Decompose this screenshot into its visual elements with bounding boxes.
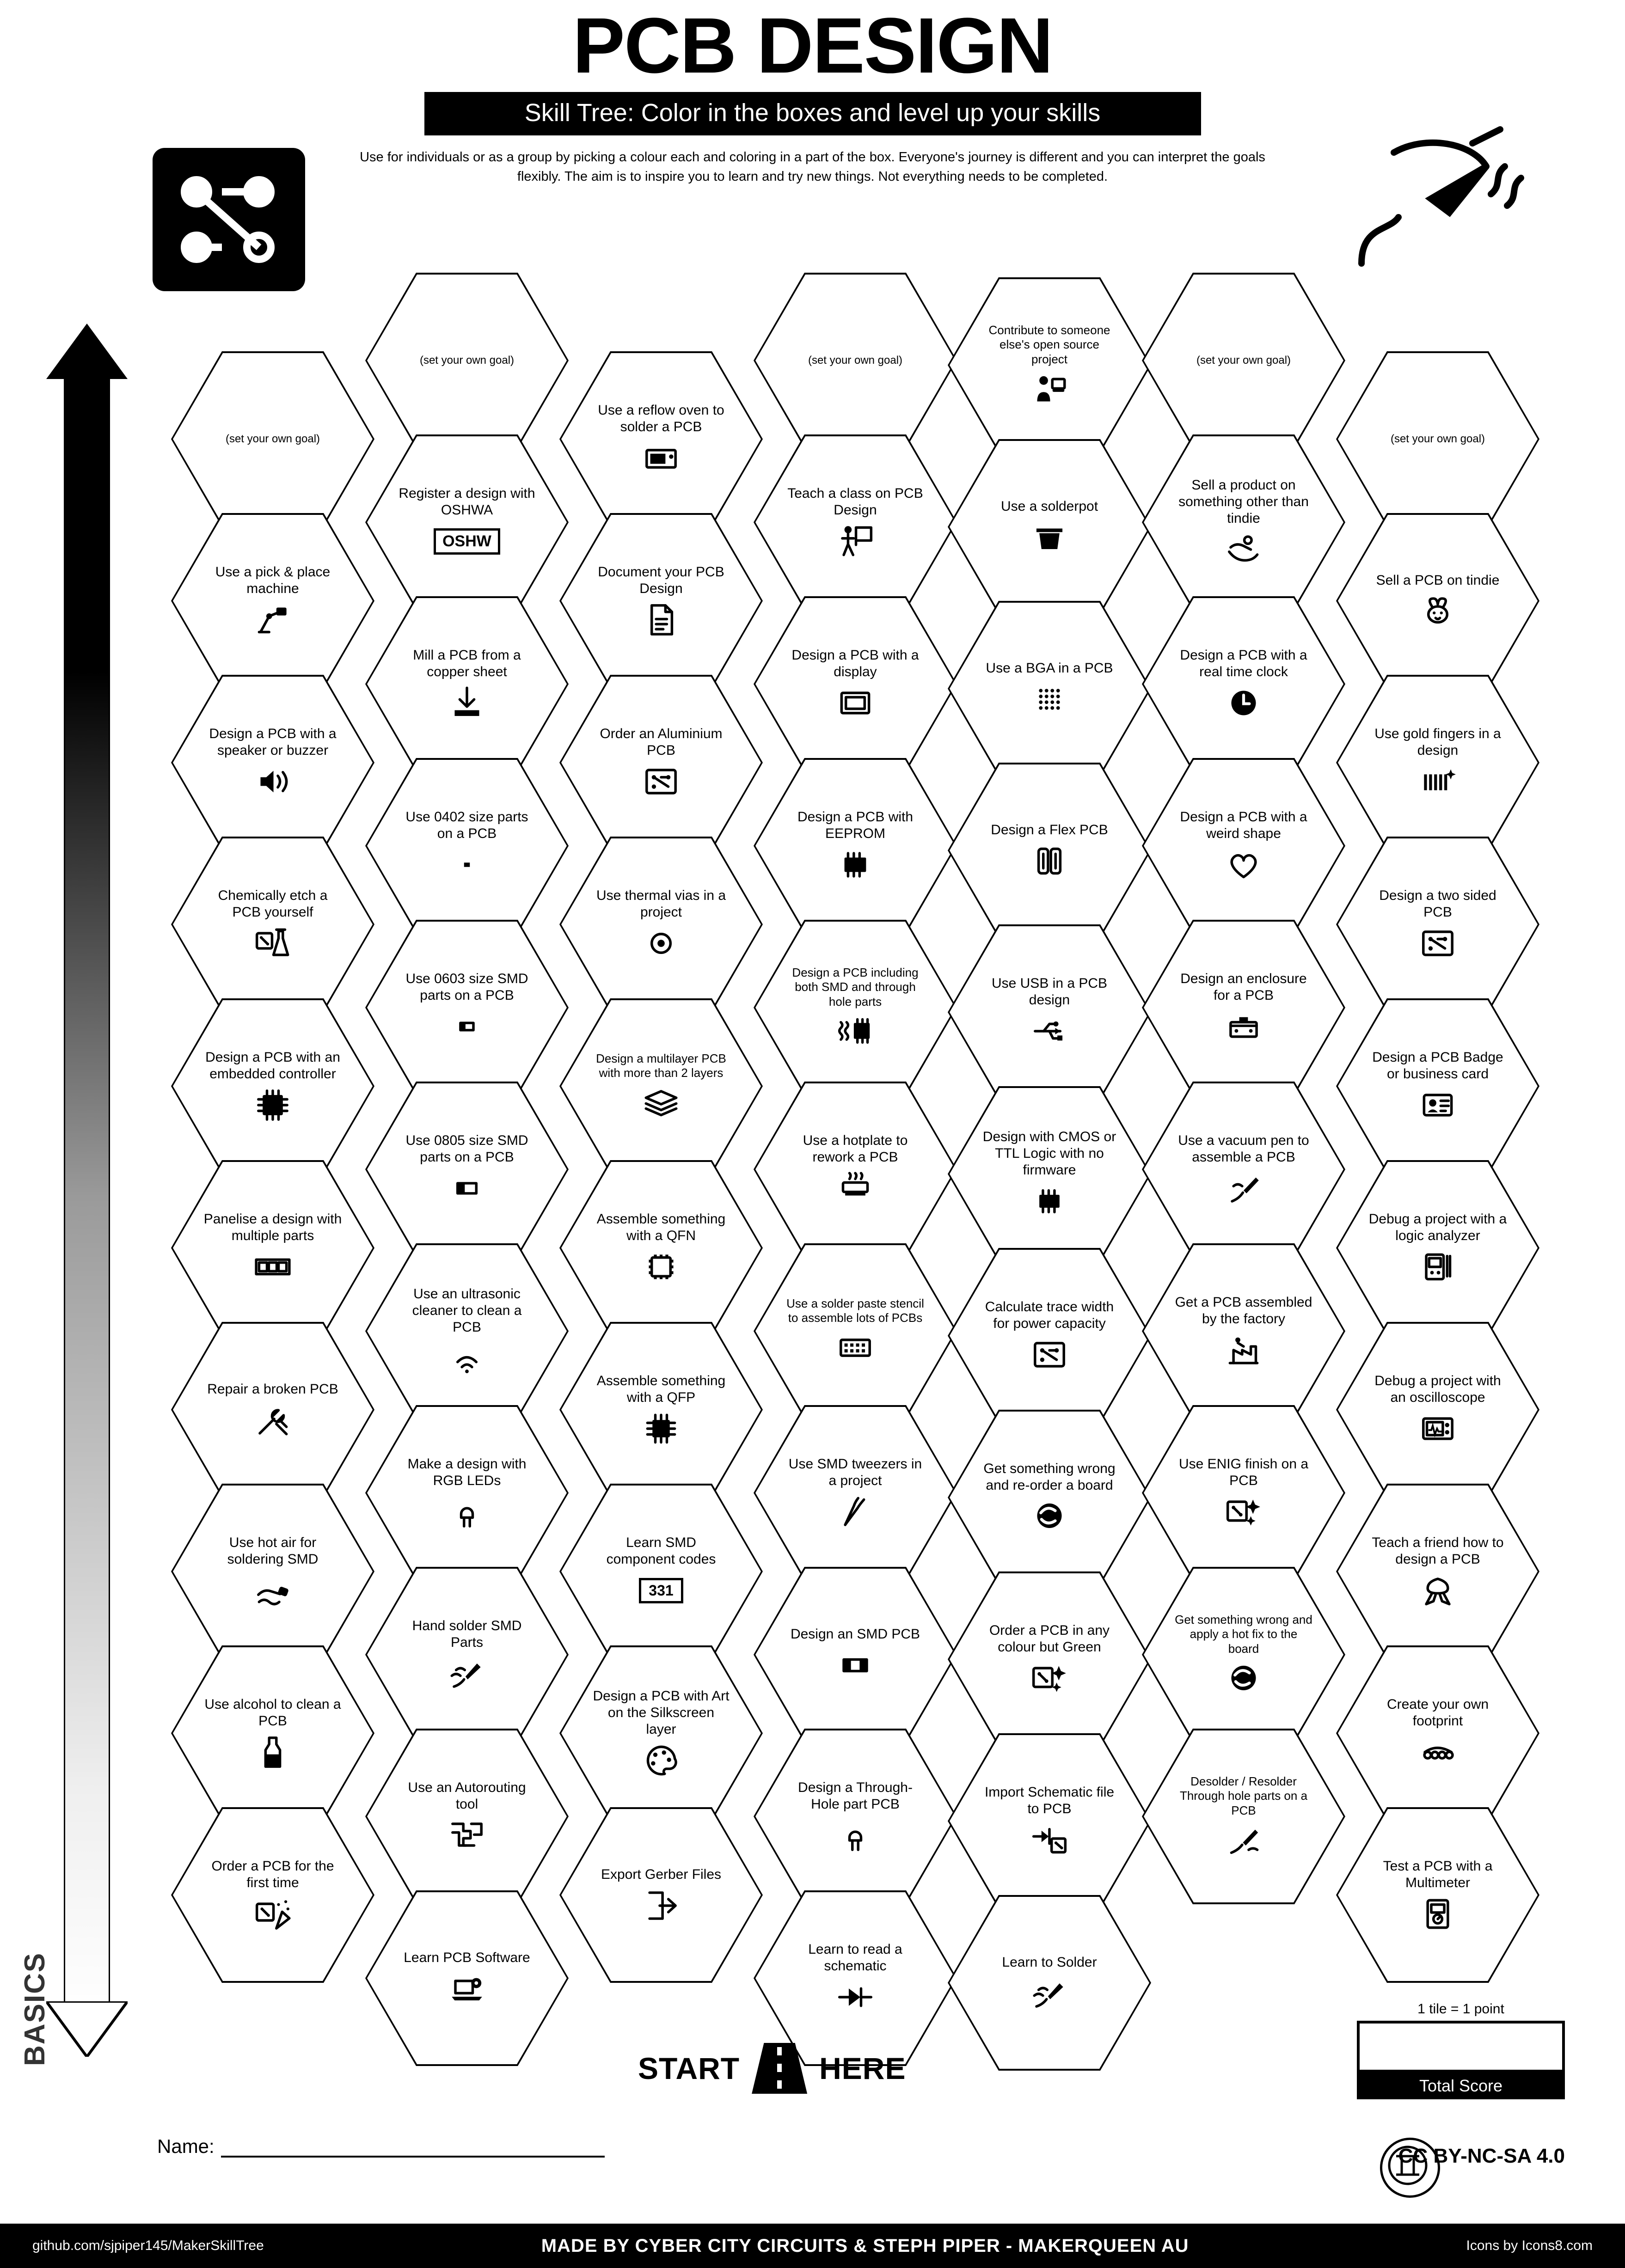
- facepalm-icon: [1031, 1498, 1067, 1534]
- skill-label: Use a reflow oven to solder a PCB: [598, 403, 724, 434]
- party-pcb-icon: [255, 1896, 291, 1932]
- skill-tile[interactable]: [365, 596, 569, 772]
- oven-icon: [643, 440, 679, 476]
- skill-tile[interactable]: [171, 1807, 374, 1983]
- skill-tile[interactable]: [171, 998, 374, 1174]
- skill-tile[interactable]: [1142, 1243, 1345, 1419]
- skill-tile[interactable]: [754, 920, 957, 1095]
- skill-tile[interactable]: [754, 596, 957, 772]
- led-icon: [449, 1494, 485, 1530]
- skill-label: Design a Through-Hole part PCB: [798, 1780, 913, 1812]
- skill-label: Mill a PCB from a copper sheet: [413, 648, 521, 679]
- qfn-icon: [643, 1249, 679, 1285]
- skill-tile[interactable]: [1336, 1322, 1539, 1498]
- mill-icon: [449, 685, 485, 721]
- export-icon: [643, 1888, 679, 1924]
- skill-tile[interactable]: [1336, 513, 1539, 689]
- skill-tile[interactable]: [171, 675, 374, 850]
- skill-tile[interactable]: [948, 1733, 1151, 1909]
- skill-tile[interactable]: [1142, 920, 1345, 1095]
- skill-label: Order a PCB for the first time: [211, 1858, 334, 1890]
- import-icon: [1031, 1822, 1067, 1858]
- skill-label: Learn SMD component codes: [606, 1535, 716, 1567]
- skill-tile[interactable]: [1142, 596, 1345, 772]
- skill-label: Use a BGA in a PCB: [986, 660, 1113, 676]
- bga-icon: [1031, 681, 1067, 717]
- speaker-icon: [255, 764, 291, 800]
- skill-tile[interactable]: [559, 1645, 763, 1821]
- skill-tile[interactable]: [559, 675, 763, 850]
- skill-tile-custom-goal[interactable]: [171, 351, 374, 527]
- axis-label-basics: BASICS: [19, 1952, 51, 2066]
- scope-icon: [1420, 1411, 1456, 1447]
- skill-tile[interactable]: [754, 1729, 957, 1904]
- skill-label: Repair a broken PCB: [207, 1382, 338, 1397]
- skill-label: Create your own footprint: [1386, 1697, 1489, 1729]
- qfp-icon: [643, 1411, 679, 1447]
- skill-label: Use ENIG finish on a PCB: [1178, 1456, 1309, 1488]
- res0402-icon: [449, 847, 485, 883]
- document-icon: [643, 602, 679, 638]
- skill-tile-custom-goal[interactable]: [365, 273, 569, 448]
- skill-label: Use SMD tweezers in a project: [788, 1456, 922, 1488]
- skill-label: Design an SMD PCB: [790, 1626, 920, 1642]
- skill-label: Design a two sided PCB: [1379, 888, 1496, 920]
- skill-tile[interactable]: [1142, 758, 1345, 934]
- wrench-icon: [255, 1402, 291, 1438]
- custom-goal-label: (set your own goal): [1196, 354, 1291, 367]
- robot-arm-icon: [255, 602, 291, 638]
- skill-tile[interactable]: [365, 1405, 569, 1581]
- skill-label: Order a PCB in any colour but Green: [989, 1623, 1110, 1655]
- skill-label: Use a solderpot: [1000, 499, 1098, 514]
- multimeter-icon: [1420, 1896, 1456, 1932]
- skill-tile[interactable]: [1142, 1405, 1345, 1581]
- solder-icon: [1031, 1975, 1067, 2011]
- solder-icon: [449, 1656, 485, 1692]
- skill-tile[interactable]: [1142, 1729, 1345, 1904]
- skill-tile[interactable]: [171, 1645, 374, 1821]
- skill-label: Get something wrong and re-order a board: [983, 1461, 1116, 1493]
- custom-goal-label: (set your own goal): [225, 433, 320, 445]
- res0805-icon: [449, 1170, 485, 1206]
- skill-tile[interactable]: [171, 513, 374, 689]
- skill-tile[interactable]: [1336, 1160, 1539, 1336]
- score-input[interactable]: [1357, 2021, 1565, 2072]
- via-icon: [643, 925, 679, 961]
- skill-tile[interactable]: [1336, 1484, 1539, 1659]
- eeprom-icon: [837, 847, 873, 883]
- skill-tile[interactable]: [559, 513, 763, 689]
- skill-tile[interactable]: [754, 434, 957, 610]
- goldfinger-icon: [1420, 764, 1456, 800]
- footer-credit: MADE BY CYBER CITY CIRCUITS & STEPH PIPER - MAKERQUEEN AU: [541, 2235, 1189, 2256]
- skill-label: Use alcohol to clean a PCB: [204, 1697, 341, 1729]
- pcb-icon: [1031, 1337, 1067, 1373]
- skill-label: Learn to read a schematic: [808, 1942, 902, 1974]
- smdpart-icon: [837, 1647, 873, 1683]
- skill-label: Use a vacuum pen to assemble a PCB: [1178, 1133, 1309, 1165]
- skill-label: Panelise a design with multiple parts: [203, 1211, 342, 1243]
- skill-label: Use thermal vias in a project: [596, 888, 726, 920]
- skill-tile[interactable]: [1142, 1567, 1345, 1742]
- skill-label: Use 0603 size SMD parts on a PCB: [405, 971, 528, 1003]
- skill-tile[interactable]: [559, 998, 763, 1174]
- skill-label: Debug a project with a logic analyzer: [1368, 1211, 1507, 1243]
- badge-icon: [1420, 1087, 1456, 1123]
- code331-icon: 331: [639, 1572, 683, 1608]
- teach-icon: [837, 523, 873, 559]
- skill-tile[interactable]: [1142, 434, 1345, 610]
- skill-tile[interactable]: [754, 1405, 957, 1581]
- skill-tile[interactable]: [948, 763, 1151, 938]
- wave-icon: [449, 1340, 485, 1376]
- skill-tile[interactable]: [559, 1322, 763, 1498]
- analyzer-icon: [1420, 1249, 1456, 1285]
- skill-tile-custom-goal[interactable]: [754, 273, 957, 448]
- skill-tile[interactable]: [948, 601, 1151, 776]
- name-input-line[interactable]: [221, 2136, 605, 2158]
- skill-tile[interactable]: [365, 920, 569, 1095]
- chip-icon: [255, 1087, 291, 1123]
- skill-tile[interactable]: [559, 1807, 763, 1983]
- custom-goal-label: (set your own goal): [808, 354, 903, 367]
- skill-label: Design a PCB with Art on the Silkscreen layer: [593, 1688, 730, 1737]
- skill-label: Use a hotplate to rework a PCB: [803, 1133, 908, 1165]
- factory-icon: [1226, 1332, 1262, 1368]
- hotair-icon: [255, 1572, 291, 1608]
- skill-tile[interactable]: [1142, 1082, 1345, 1257]
- skill-tile[interactable]: [948, 1571, 1151, 1747]
- custom-goal-label: (set your own goal): [419, 354, 515, 367]
- skill-tile[interactable]: [948, 1086, 1151, 1262]
- layers-icon: [643, 1085, 679, 1121]
- skill-label: Design a PCB including both SMD and through hole parts: [792, 966, 919, 1009]
- skill-label: Teach a class on PCB Design: [787, 486, 923, 518]
- skill-label: Use 0402 size parts on a PCB: [405, 809, 528, 841]
- skill-tile[interactable]: [1336, 1807, 1539, 1983]
- skill-label: Chemically etch a PCB yourself: [218, 888, 328, 920]
- pcbsparkle-icon: [1031, 1660, 1067, 1696]
- hotplate-icon: [837, 1170, 873, 1206]
- start-here-marker: [638, 2043, 906, 2094]
- laptop-gear-icon: [449, 1971, 485, 2007]
- skill-label: Use an Autorouting tool: [408, 1780, 526, 1812]
- skill-label: Test a PCB with a Multimeter: [1383, 1858, 1493, 1890]
- clock-icon: [1226, 685, 1262, 721]
- skill-tile[interactable]: [948, 1248, 1151, 1424]
- here-label: HERE: [819, 2051, 906, 2085]
- panel-icon: [255, 1249, 291, 1285]
- skill-tile[interactable]: [754, 1082, 957, 1257]
- oshw-icon: OSHW: [434, 523, 500, 559]
- facepalm-icon: [1226, 1661, 1262, 1697]
- skill-tile[interactable]: [1336, 998, 1539, 1174]
- skill-label: Use USB in a PCB design: [991, 976, 1108, 1008]
- skill-label: Learn PCB Software: [404, 1950, 530, 1965]
- opensource-icon: [1031, 371, 1067, 407]
- skill-label: Design a PCB with a weird shape: [1180, 809, 1307, 841]
- axis-label-advanced: ADVANCED: [19, 401, 51, 569]
- skill-tile[interactable]: [1336, 837, 1539, 1012]
- total-score-box[interactable]: [1357, 2001, 1565, 2099]
- skill-tile[interactable]: [559, 837, 763, 1012]
- skill-label: Use an ultrasonic cleaner to clean a PCB: [412, 1286, 522, 1335]
- res0603-icon: [449, 1009, 485, 1045]
- skill-label: Debug a project with an oscilloscope: [1374, 1373, 1501, 1405]
- skill-tile[interactable]: [171, 837, 374, 1012]
- skill-label: Get something wrong and apply a hot fix to the board: [1175, 1613, 1312, 1656]
- tile-point-note: 1 tile = 1 point: [1417, 2001, 1504, 2017]
- skill-tile[interactable]: [559, 1160, 763, 1336]
- usb-icon: [1031, 1013, 1067, 1049]
- skill-tile[interactable]: [1336, 1645, 1539, 1821]
- skill-tile[interactable]: [754, 1243, 957, 1419]
- display-icon: [837, 685, 873, 721]
- skill-label: Design a PCB with a real time clock: [1180, 648, 1307, 679]
- skill-label: Use a solder paste stencil to assemble lots of PCBs: [786, 1296, 924, 1325]
- skill-label: Design a PCB with an embedded controller: [205, 1050, 340, 1082]
- skill-label: Design with CMOS or TTL Logic with no firmware: [982, 1129, 1116, 1178]
- skill-label: Get a PCB assembled by the factory: [1175, 1295, 1312, 1327]
- name-label: Name:: [157, 2135, 215, 2157]
- skill-tile[interactable]: [365, 758, 569, 934]
- skill-label: Teach a friend how to design a PCB: [1372, 1535, 1504, 1567]
- skill-label: Design an enclosure for a PCB: [1180, 971, 1307, 1003]
- custom-goal-label: (set your own goal): [1390, 433, 1485, 445]
- skill-label: Design a PCB with EEPROM: [797, 809, 914, 841]
- skill-label: Order an Aluminium PCB: [600, 726, 723, 758]
- license-text: CC BY-NC-SA 4.0: [1398, 2145, 1565, 2167]
- skill-label: Calculate trace width for power capacity: [985, 1299, 1114, 1331]
- skill-label: Export Gerber Files: [601, 1867, 722, 1882]
- skill-label: Design a PCB Badge or business card: [1372, 1050, 1503, 1082]
- skill-tile[interactable]: [754, 1890, 957, 2066]
- tindie-icon: [1420, 593, 1456, 630]
- skill-tile[interactable]: [948, 1895, 1151, 2071]
- skill-tile[interactable]: [754, 1567, 957, 1742]
- skill-tile[interactable]: [559, 1484, 763, 1659]
- skill-tile-custom-goal[interactable]: [1336, 351, 1539, 527]
- skill-tile-custom-goal[interactable]: [1142, 273, 1345, 448]
- skill-label: Design a PCB with a display: [791, 648, 919, 679]
- skill-label: Design a multilayer PCB with more than 2 layers: [596, 1051, 726, 1080]
- skill-tile[interactable]: [365, 1082, 569, 1257]
- desolder-icon: [1226, 1822, 1262, 1858]
- bottle-icon: [255, 1734, 291, 1770]
- intro-blurb: Use for individuals or as a group by picking a colour each and coloring in a part of the box. Everyone's journey is different and you can interpret the goals flexibly. The aim is to inspire you to learn and try new things. Not everything needs to be completed.: [360, 149, 1265, 184]
- skill-tile[interactable]: [559, 351, 763, 527]
- skill-label: Use 0805 size SMD parts on a PCB: [405, 1133, 528, 1165]
- vacuumpen-icon: [1226, 1170, 1262, 1206]
- skill-label: Learn to Solder: [1002, 1955, 1097, 1970]
- skill-label: Sell a PCB on tindie: [1376, 573, 1500, 588]
- skill-tile[interactable]: [171, 1160, 374, 1336]
- skill-label: Assemble something with a QFN: [596, 1211, 726, 1243]
- skill-tile[interactable]: [948, 439, 1151, 615]
- name-field[interactable]: [157, 2135, 605, 2158]
- skill-tile[interactable]: [948, 277, 1151, 453]
- pot-icon: [1031, 520, 1067, 556]
- skill-label: Design a PCB with a speaker or buzzer: [209, 726, 337, 758]
- palette-icon: [643, 1742, 679, 1779]
- skill-tile[interactable]: [365, 434, 569, 610]
- skill-label: Register a design with OSHWA: [399, 486, 535, 518]
- skill-label: Hand solder SMD Parts: [412, 1618, 522, 1650]
- skill-label: Desolder / Resolder Through hole parts on a PCB: [1179, 1774, 1308, 1817]
- footer-github-link[interactable]: github.com/sjpiper145/MakerSkillTree: [32, 2238, 264, 2253]
- route-icon: [449, 1817, 485, 1853]
- page-title: PCB DESIGN: [572, 2, 1053, 90]
- skill-tile[interactable]: [1336, 675, 1539, 850]
- pcb-icon: [1420, 925, 1456, 961]
- tweezers-icon: [837, 1494, 873, 1530]
- flask-pcb-icon: [255, 925, 291, 961]
- stencil-icon: [837, 1330, 873, 1366]
- skill-label: Assemble something with a QFP: [596, 1373, 726, 1405]
- skill-label: Document your PCB Design: [598, 564, 724, 596]
- skill-tile[interactable]: [365, 1729, 569, 1904]
- flex-icon: [1031, 843, 1067, 879]
- skill-tile[interactable]: [365, 1243, 569, 1419]
- pcb-icon: [643, 764, 679, 800]
- skill-tile[interactable]: [171, 1322, 374, 1498]
- skill-label: Import Schematic file to PCB: [984, 1785, 1115, 1816]
- skill-label: Contribute to someone else's open source project: [988, 323, 1110, 366]
- total-score-label: Total Score: [1357, 2072, 1565, 2099]
- logic-icon: [1031, 1183, 1067, 1219]
- thpart-icon: [837, 1817, 873, 1853]
- skill-label: Sell a product on something other than tindie: [1178, 477, 1309, 526]
- skill-label: Make a design with RGB LEDs: [407, 1456, 527, 1488]
- skill-tile[interactable]: [948, 924, 1151, 1100]
- ribbon-icon: [1420, 1572, 1456, 1608]
- skill-tile[interactable]: [754, 758, 957, 934]
- diode-icon: [837, 1979, 873, 2015]
- pcbsparkle-icon: [1226, 1494, 1262, 1530]
- heart-icon: [1226, 847, 1262, 883]
- footer-icons-credit[interactable]: Icons by Icons8.com: [1466, 2238, 1593, 2253]
- skill-tile[interactable]: [365, 1890, 569, 2066]
- skill-label: Use gold fingers in a design: [1374, 726, 1501, 758]
- hand-icon: [1226, 532, 1262, 568]
- smd-th-icon: [837, 1014, 873, 1050]
- skill-label: Use hot air for soldering SMD: [227, 1535, 319, 1567]
- footer-bar: [0, 2224, 1625, 2268]
- skill-tile[interactable]: [948, 1410, 1151, 1585]
- skill-label: Use a pick & place machine: [215, 564, 331, 596]
- skill-tile[interactable]: [365, 1567, 569, 1742]
- road-icon: [752, 2043, 807, 2094]
- skill-tile[interactable]: [171, 1484, 374, 1659]
- start-label: START: [638, 2051, 740, 2085]
- subtitle-banner: Skill Tree: Color in the boxes and level up your skills: [424, 92, 1201, 135]
- box-icon: [1226, 1009, 1262, 1045]
- footprint-icon: [1420, 1734, 1456, 1770]
- skill-label: Design a Flex PCB: [991, 822, 1108, 838]
